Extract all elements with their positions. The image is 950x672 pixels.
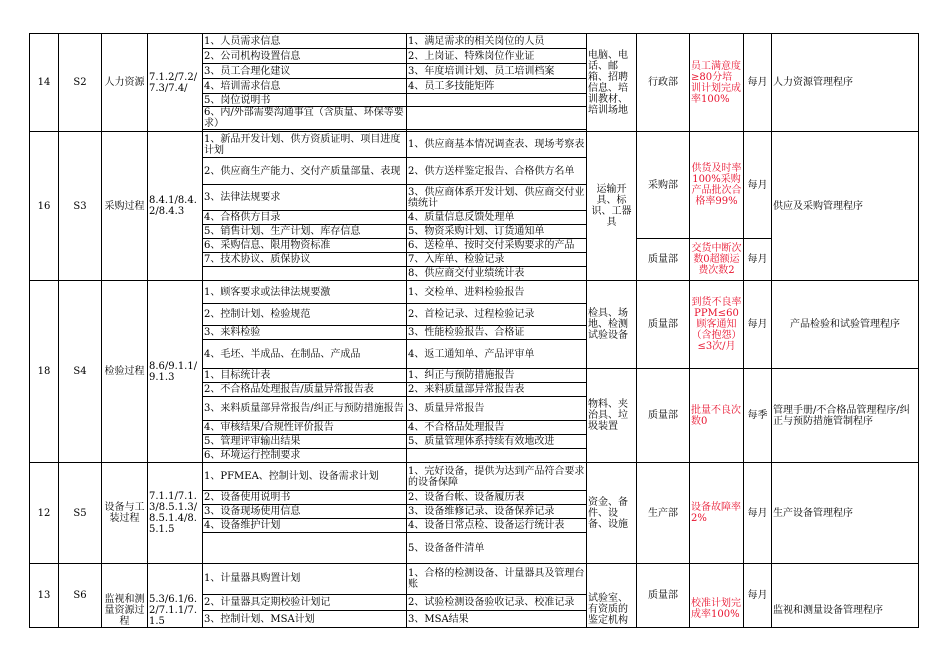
responsible-dept: 采购部 (637, 132, 690, 239)
output-item: 5、质量管理体系持续有效地改进 (407, 435, 587, 449)
input-item: 3、员工合理化建议 (203, 64, 407, 79)
output-item: 3、MSA结果 (407, 611, 587, 628)
row-number: 14 (30, 34, 59, 132)
output-item: 3、年度培训计划、员工培训档案 (407, 64, 587, 79)
table-row (30, 281, 919, 304)
standard-clause: 7.1.2/7.2/7.3/7.4/ (148, 34, 203, 132)
responsible-dept: 质量部 (637, 281, 690, 369)
standard-clause: 5.3/6.1/6.2/7.1.1/7.1.5 (148, 564, 203, 628)
input-item: 1、目标统计表 (203, 369, 407, 383)
procedure-doc: 供应及采购管理程序 (772, 132, 919, 281)
input-item: 2、供应商生产能力、交付产质量部量、表现 (203, 158, 407, 185)
kpi-target: 供货及时率100%采购产品批次合格率99% (690, 132, 744, 239)
input-item: 4、毛坯、半成品、在制品、产成品 (203, 340, 407, 369)
process-name: 检验过程 (102, 281, 148, 463)
resources: 检具、场地、检测试验设备 (587, 281, 637, 369)
input-item: 6、环境运行控制要求 (203, 449, 407, 463)
process-code: S2 (59, 34, 102, 132)
input-item: 1、新品开发计划、供方资质证明、项目进度计划 (203, 132, 407, 158)
output-item (407, 94, 587, 107)
table-row (30, 132, 919, 158)
output-item: 1、完好设备，提供为达到产品符合要求的设备保障 (407, 463, 587, 491)
output-item: 5、物资采购计划、订货通知单 (407, 225, 587, 239)
standard-clause: 8.4.1/8.4.2/8.4.3 (148, 132, 203, 281)
input-item: 2、公司机构设置信息 (203, 49, 407, 64)
input-item: 2、不合格品处理报告/质量异常报告表 (203, 383, 407, 397)
output-item: 1、纠正与预防措施报告 (407, 369, 587, 383)
output-item: 8、供应商交付业绩统计表 (407, 267, 587, 281)
table-row (30, 463, 919, 491)
standard-clause: 7.1.1/7.1.3/8.5.1.3/8.5.1.4/8.5.1.5 (148, 463, 203, 564)
output-item: 2、试验检测设备验收记录、校准记录 (407, 594, 587, 611)
kpi-target: 到货不良率PPM≤60顾客通知（含抱怨）≤3次/月 (690, 281, 744, 369)
check-frequency: 每月 (744, 463, 772, 564)
input-item: 5、销售计划、生产计划、库存信息 (203, 225, 407, 239)
input-item: 6、内/外部需要沟通事宜（含质量、环保等要求） (203, 107, 407, 130)
input-item: 4、合格供方目录 (203, 211, 407, 225)
output-item: 4、员工多技能矩阵 (407, 79, 587, 94)
row-number: 12 (30, 463, 59, 564)
output-item (407, 449, 587, 463)
input-item: 4、设备维护计划 (203, 519, 407, 533)
input-item: 3、控制计划、MSA计划 (203, 611, 407, 628)
input-item: 5、岗位说明书 (203, 94, 407, 107)
process-name: 人力资源 (102, 34, 148, 132)
input-item: 5、管理评审输出结果 (203, 435, 407, 449)
table-row (30, 34, 919, 49)
row-number: 13 (30, 564, 59, 628)
output-item: 2、首检记录、过程检验记录 (407, 304, 587, 326)
check-frequency: 每月 (744, 281, 772, 369)
kpi-target: 设备故障率2% (690, 463, 744, 564)
resources: 电脑、电话、邮箱、招聘信息、培训教材、培训场地 (587, 34, 637, 132)
output-item: 3、性能检验报告、合格证 (407, 326, 587, 340)
input-item: 2、设备使用说明书 (203, 491, 407, 505)
output-item: 6、送检单、按时交付采购要求的产品 (407, 239, 587, 253)
kpi-target: 校准计划完成率100% (690, 564, 744, 628)
check-frequency: 每季 (744, 369, 772, 463)
process-code: S4 (59, 281, 102, 463)
output-item: 2、供方送样鉴定报告、合格供方名单 (407, 158, 587, 185)
input-item: 3、设备现场使用信息 (203, 505, 407, 519)
resources: 资金、备件、设备、设施 (587, 463, 637, 564)
process-name: 设备与工装过程 (102, 463, 148, 564)
output-item: 4、质量信息反馈处理单 (407, 211, 587, 225)
input-item: 3、法律法规要求 (203, 185, 407, 211)
output-item: 3、质量异常报告 (407, 397, 587, 421)
input-item: 4、审核结果/合规性评价报告 (203, 421, 407, 435)
input-item: 1、人员需求信息 (203, 34, 407, 49)
input-item: 7、技术协议、质保协议 (203, 253, 407, 267)
table-row (30, 564, 919, 595)
output-item: 1、供应商基本情况调查表、现场考察表 (407, 132, 587, 158)
responsible-dept: 质量部 (637, 239, 690, 281)
output-item: 4、返工通知单、产品评审单 (407, 340, 587, 369)
resources: 物料、夹治具、垃圾装置 (587, 369, 637, 463)
check-frequency: 每月 (744, 239, 772, 281)
input-item: 4、培训需求信息 (203, 79, 407, 94)
output-item: 1、交检单、进料检验报告 (407, 281, 587, 304)
row-number: 16 (30, 132, 59, 281)
procedure-doc: 监视和测量设备管理程序 (772, 564, 919, 628)
output-item: 2、上岗证、特殊岗位作业证 (407, 49, 587, 64)
check-frequency: 每月 (744, 132, 772, 239)
input-item (203, 533, 407, 564)
check-frequency: 每月 (744, 564, 772, 628)
input-item: 3、来料质量部异常报告/纠正与预防措施报告 (203, 397, 407, 421)
output-item: 3、供应商体系开发计划、供应商交付业绩统计 (407, 185, 587, 211)
output-item: 2、来料质量部异常报告表 (407, 383, 587, 397)
procedure-doc: 人力资源管理程序 (772, 34, 919, 132)
input-item: 3、来料检验 (203, 326, 407, 340)
resources: 运输开具、标识、工器具 (587, 132, 637, 281)
process-code: S6 (59, 564, 102, 628)
responsible-dept: 生产部 (637, 463, 690, 564)
output-item: 4、不合格品处理报告 (407, 421, 587, 435)
output-item: 1、合格的检测设备、计量器具及管理台账 (407, 564, 587, 595)
responsible-dept: 质量部 (637, 564, 690, 628)
input-item: 6、采购信息、限用物资标准 (203, 239, 407, 253)
kpi-target: 交货中断次数0超额运费次数2 (690, 239, 744, 281)
procedure-doc: 产品检验和试验管理程序 (772, 281, 919, 369)
output-item: 5、设备备件清单 (407, 533, 587, 564)
process-table (29, 33, 919, 628)
output-item: 2、设备台帐、设备履历表 (407, 491, 587, 505)
output-item (407, 107, 587, 130)
standard-clause: 8.6/9.1.1/9.1.3 (148, 281, 203, 463)
input-item (203, 267, 407, 281)
process-code: S3 (59, 132, 102, 281)
input-item: 1、计量器具购置计划 (203, 564, 407, 595)
process-name: 监视和测量资源过程 (102, 564, 148, 628)
row-number: 18 (30, 281, 59, 463)
output-item: 7、入库单、检验记录 (407, 253, 587, 267)
process-name: 采购过程 (102, 132, 148, 281)
input-item: 2、控制计划、检验规范 (203, 304, 407, 326)
output-item: 3、设备维修记录、设备保养记录 (407, 505, 587, 519)
procedure-doc: 生产设备管理程序 (772, 463, 919, 564)
check-frequency: 每月 (744, 34, 772, 132)
procedure-doc: 管理手册/不合格品管理程序/纠正与预防措施管制程序 (772, 369, 919, 463)
responsible-dept: 行政部 (637, 34, 690, 132)
input-item: 1、PFMEA、控制计划、设备需求计划 (203, 463, 407, 491)
output-item: 1、满足需求的相关岗位的人员 (407, 34, 587, 49)
resources: 试验室、有资质的鉴定机构 (587, 564, 637, 628)
kpi-target: 员工满意度≥80分培训计划完成率100% (690, 34, 744, 132)
responsible-dept: 质量部 (637, 369, 690, 463)
kpi-target: 批量不良次数0 (690, 369, 744, 463)
input-item: 1、顾客要求或法律法规要激 (203, 281, 407, 304)
process-code: S5 (59, 463, 102, 564)
output-item: 4、设备日常点检、设备运行统计表 (407, 519, 587, 533)
input-item: 2、计量器具定期校验计划记 (203, 594, 407, 611)
